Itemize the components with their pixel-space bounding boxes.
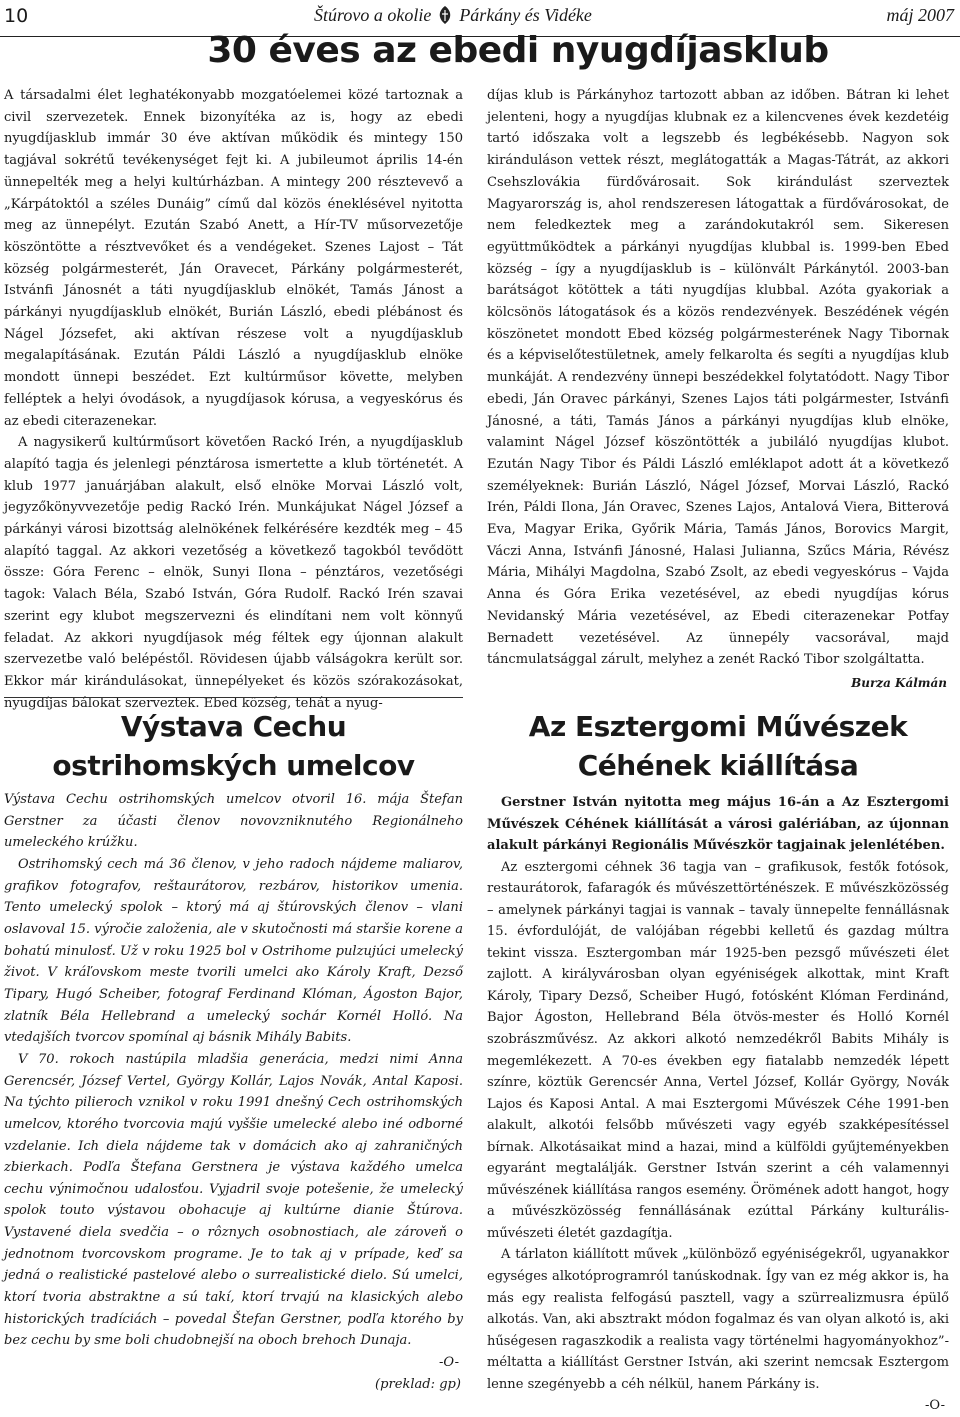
hungarian-exhibition-lead: Gerstner István nyitotta meg május 16-án a Az Esztergomi Művészek Céhének kiállítását a városi galériában, az újonnan alakult párkányi Regionális Művészkör tagjainak jelenlétében. (487, 795, 949, 854)
publication-name-left: Štúrovo a okolie (314, 5, 432, 25)
main-article-right-column (487, 85, 949, 695)
page-number: 10 (4, 5, 29, 27)
hungarian-exhibition-title-line1: Az Esztergomi Művészek (528, 710, 908, 743)
translation-credit: (preklad: gp) (375, 1376, 461, 1392)
crest-icon (437, 5, 453, 25)
main-article-paragraph: A nagysikerű kultúrműsort követően Rackó Irén, a nyugdíjasklub alapító tagja és jelenlegi pénztárosa ismertette a klub történetét. A klub 1977 januárjában alakult, első elnöke Morvai László volt, jegyzőkönyvvezetője pedig Rackó Irén. Munkájukat Nágel József a párkányi városi bizottság alelnökének felkérésére kezdték meg – 45 alapító taggal. Az akkori vezetőség a következő tagokból tevődött össze: Góra Ferenc – elnök, Sunyi Ilona – pénztáros, vezetőségi tagok: Valach Béla, Szabó István, Góra Rudolf. Rackó Irén szavai szerint egy klubot megszervezni és elindítani nem volt könnyű feladat. Az akkori nyugdíjasok még féltek egy újonnan alakult szervezetbe való belépéstől. Rövidesen újabb válságokra került sor. Ekkor már kirándulásokat, ünnepélyeket és közös szórakozásokat, nyugdíjas bálokat szerveztek. Ebed község, tehát a nyug- (4, 435, 463, 711)
hungarian-exhibition-paragraph: A tárlaton kiállított művek „különböző egyéniségekről, ugyanakkor egységes alkotóprogramról tanúskodnak. Így van ez még akkor is, ha más egy realista felfogású pasztell, vagy a szürrealizmusra épülő alkotás. Van, aki absztrakt módon fogalmaz és van olyan alkotó is, aki hűségesen ragaszkodik a realista vagy történelmi hagyományokhoz”- méltatta a kiállítást Gerstner István, aki szerint nemcsak Esztergom lenne szegényebb a céh nélkül, hanem Párkány is. (487, 1247, 949, 1392)
slovak-article-title-line2: ostrihomských umelcov (52, 749, 415, 782)
hungarian-exhibition-paragraph: Az esztergomi céhnek 36 tagja van – grafikusok, festők fotósok, restaurátorok, fafaragók és művészettörténészek. E művészközösség – amelynek párkányi tagjai is vannak – tavaly ünnepelte fennállásnak 15. évfordulóját, de valójában régebbi kelletű és gazdag múltra tekint vissza. Esztergomban már 1925-ben pezsgő művészeti élet zajlott. A királyvárosban olyan egyéniségek alkottak, mint Kraft Károly, Tipary Dezső, Scheiber Hugó, fotósként Klóman Ferdinánd, Bajor Ágoston, Hellebrand Béla ötvös-mester és Holló Kornél szobrászművész. Az akkori alkotó nemzedékről Babits Mihály is megemlékezett. A 70-es években egy fiatalabb nemzedék lépett színre, köztük Gerencsér Anna, Vertel József, Kollár György, Novák Lajos és Kaposi Antal. A mai Esztergomi Művészek Céhe 1991-ben alakult, alkotói felsőbb művészeti vagy egyéb szakképesítéssel bírnak. Alkotásaikat mind a hazai, mind a külföldi gyűjteményekben egyaránt megtalálják. Gerstner István szerint a céh valamennyi művészének kiállítása rangos esemény. Örömének adott hangot, hogy a művészközösség fennállásának ezúttal Párkány kulturális-művészeti életét gazdagítja. (487, 859, 949, 1241)
main-article-title: 30 éves az ebedi nyugdíjasklub (207, 30, 829, 71)
section-divider (4, 697, 463, 698)
issue-date: máj 2007 (886, 5, 954, 25)
main-article-author: Burza Kálmán (851, 675, 947, 690)
hungarian-exhibition-end-mark: -O- (925, 1398, 945, 1414)
main-article-left-column (4, 85, 463, 714)
slovak-article-end-mark: -O- (439, 1355, 459, 1371)
slovak-article-title-line1: Výstava Cechu (120, 710, 347, 743)
hungarian-exhibition-body (487, 792, 949, 1417)
slovak-article-paragraph: V 70. rokoch nastúpila mladšia generácia, medzi nimi Anna Gerencsér, József Vertel, György Kollár, Lajos Novák, Antal Kaposi. Na týchto pilieroch vznikol v roku 1991 dnešný Cech ostrihomských umelcov, ktorého tvorcovia majú vyššie umelecké alebo iné odborné vzdelanie. Ich diela nájdeme tak v domácich ako aj zahraničných zbierkach. Podľa Štefana Gerstnera je výstava každého umelca cechu výnimočnou udalosťou. Vyjadril svoje potešenie, že umelecký spolok touto výstavou obohacuje aj kultúrne dianie Štúrova. Vystavené diela svedčia – o rôznych osobnostiach, ale zároveň o jednotnom tvorcovskom programe. Je to tak aj v prípade, keď sa jedná o realistické pastelové alebo o surrealistické dielo. Sú umelci, ktorí tvoria abstraktne a sú takí, ktorí trvajú na klasických alebo historických tradíciách – povedal Štefan Gerstner, podľa ktorého by bez cechu by sme boli chudobnejší na oboch brehoch Dunaja. (4, 1051, 463, 1349)
slovak-article-body (4, 789, 463, 1395)
publication-name (314, 5, 592, 26)
main-article-paragraph: A társadalmi élet leghatékonyabb mozgatóelemei közé tartoznak a civil szervezetek. Ennek bizonyítéka az is, hogy az ebedi nyugdíjasklub immár 30 éve aktívan működik és mintegy 150 tagjával sokrétű tevékenységet fejt ki. A jubileumot április 14-én ünnepelték meg a helyi kultúrházban. A mintegy 200 résztevevő a „Kárpátoktól a széles Dunáig” című dal közös éneklésével nyitotta meg az ünnepélyt. Ezután Szabó Anett, a Hír-TV műsorvezetője köszöntötte a résztvevőket és a vendégeket. Szenes Lajost – Tát község polgármesterét, Ján Oravecet, Párkány polgármesterét, Istvánfi Jánosnét a táti nyugdíjasklub elnökét, Tamás Jánost a párkányi nyugdíjasklub elnökét, Burián László, ebedi plébánost és Nágel Józsefet, aki aktívan részese volt a nyugdíjasklub megalapításának. Ezután Páldi László a nyugdíjasklub elnöke mondott ünnepi beszédet. Ezt kultúrműsor követte, melyben felléptek a helyi óvodások, a nyugdíjasok kórusa, a vegyeskórus és az ebedi citerazenekar. (4, 88, 463, 429)
hungarian-exhibition-title (487, 707, 949, 785)
slovak-article-paragraph: Ostrihomský cech má 36 členov, v jeho radoch nájdeme maliarov, grafikov fotografov, reštaurátorov, rezbárov, historikov umenia. Tento umelecký spolok – ktorý má aj štúrovských členov – vlani oslavoval 15. výročie založenia, ale v skutočnosti má staršie korene a bohatú minulosť. Už v roku 1925 bol v Ostrihome pulzujúci umelecký život. V kráľovskom meste tvorili umelci ako Károly Kraft, Dezső Tipary, Hugó Scheiber, fotograf Ferdinand Klóman, Ágoston Bajor, zlatník Béla Hellebrand a umelecký sochár Kornél Holló. Na vtedajších tvorcov spomínal aj básnik Mihály Babits. (4, 856, 463, 1046)
slovak-article-title (4, 707, 463, 785)
main-article-paragraph: díjas klub is Párkányhoz tartozott abban az időben. Bátran ki lehet jelenteni, hogy a nyugdíjas klubnak ez a kilencvenes évek kezdetéig tartó időszaka volt a legszebb és legbékésebb. Nagyon sok kiránduláson vettek részt, meglátogatták a Magas-Tátrát, az akkori Csehszlovákia fürdővárosait. Sok kirándulást szerveztek Magyarország is, ahol rendszeresen látogattak a fürdővárosokat, de nem feledkeztek meg a zarándokutakról sem. Sikeresen együttműködtek a párkányi nyugdíjas klubbal is. 1999-ben Ebed község – így a nyugdíjasklub is – különvált Párkánytól. 2003-ban barátságot kötöttek a táti nyugdíjas klubbal. Azóta gyakoriak a kölcsönös látogatások és a közös rendezvények. Beszédének végén köszönetet mondott Ebed község polgármesterének Nagy Tibornak és a képviselőtestületnek, amely felkarolta és segíti a nyugdíjas klub munkáját. A rendezvény ünnepi beszédekkel folytatódott. Nagy Tibor ebedi, Ján Oravec párkányi, Szenes Lajos táti polgármester, Istvánfi Jánosné, a táti, Tamás János a párkányi nyugdíjas klub elnöke, valamint Nágel József köszöntötték a jubiláló nyugdíjas klubot. Ezután Nagy Tibor és Páldi László emléklapot adott át a következő személyeknek: Burián László, Nágel József, Morvai László, Rackó Irén, Páldi Ilona, Ján Oravec, Szenes Lajos, Antalová Viera, Bitterová Eva, Magyar Erika, Győrik Mária, Tamás János, Borovics Margit, Váczi Anna, Istvánfi Jánosné, Halasi Julianna, Szűcs Mária, Révész Mária, Mihályi Magdolna, Szabó Zsolt, az ebedi vegyeskórus – Vajda Anna és Góra Erika vezetésével, az ebedi nyugdíjas kórus Nevidanský Mária vezetésével, az Ebedi citerazenekar Potfay Bernadett vezetésével. Az ünnepély vacsorával, majd táncmulatsággal zárult, melyhez a zenét Rackó Tibor szolgáltatta. (487, 88, 949, 668)
slovak-article-paragraph: Výstava Cechu ostrihomských umelcov otvoril 16. mája Štefan Gerstner za účasti členov novovzniknutého Regionálneho umeleckého krúžku. (4, 792, 463, 851)
hungarian-exhibition-title-line2: Céhének kiállítása (577, 749, 859, 782)
publication-name-right: Párkány és Vidéke (459, 5, 592, 25)
